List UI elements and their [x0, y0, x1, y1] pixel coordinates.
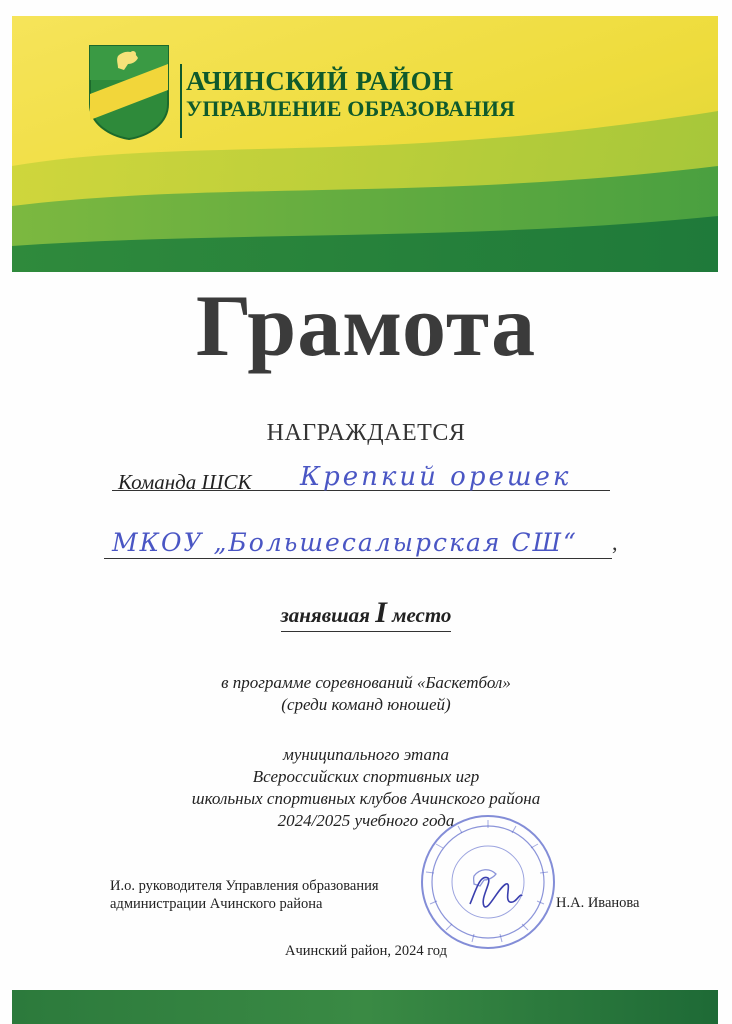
- position-line-1: И.о. руководителя Управления образования: [110, 878, 379, 894]
- school-handwritten: МКОУ „Большесалырская СШ“: [112, 528, 578, 557]
- position-line-2: администрации Ачинского района: [110, 896, 323, 912]
- bottom-banner: [12, 990, 718, 1024]
- program-line-1: в программе соревнований «Баскетбол»: [221, 673, 511, 692]
- place-and-year: Ачинский район, 2024 год: [284, 943, 448, 959]
- certificate-title: Грамота: [195, 278, 537, 375]
- team-name-handwritten: Крепкий орешек: [300, 462, 572, 492]
- event-block: [0, 744, 732, 832]
- team-prefix: Команда ШСК: [118, 470, 252, 494]
- program-block: [0, 672, 732, 716]
- signatory-name: Н.А. Иванова: [556, 895, 640, 911]
- official-seal-icon: [418, 812, 558, 952]
- event-line-3: школьных спортивных клубов Ачинского района: [191, 789, 541, 808]
- event-line-2: Всероссийских спортивных игр: [252, 767, 480, 786]
- signatory-position: [110, 877, 379, 913]
- event-line-1: муниципального этапа: [282, 745, 450, 764]
- place-line: [0, 596, 732, 632]
- place-suffix: место: [392, 603, 452, 627]
- banner-text: [186, 66, 515, 122]
- place-prefix: занявшая: [280, 603, 370, 627]
- place-underlined: [281, 596, 452, 632]
- event-line-4: 2024/2025 учебного года: [277, 811, 455, 830]
- department-name: УПРАВЛЕНИЕ ОБРАЗОВАНИЯ: [186, 96, 516, 121]
- district-name: АЧИНСКИЙ РАЙОН: [186, 66, 454, 96]
- school-underline: [104, 558, 612, 559]
- awarded-label: НАГРАЖДАЕТСЯ: [266, 420, 466, 446]
- school-comma: ,: [612, 530, 618, 555]
- place-number: I: [375, 596, 387, 629]
- banner-divider: [180, 64, 182, 138]
- coat-of-arms-icon: [88, 44, 170, 140]
- program-line-2: (среди команд юношей): [281, 695, 451, 714]
